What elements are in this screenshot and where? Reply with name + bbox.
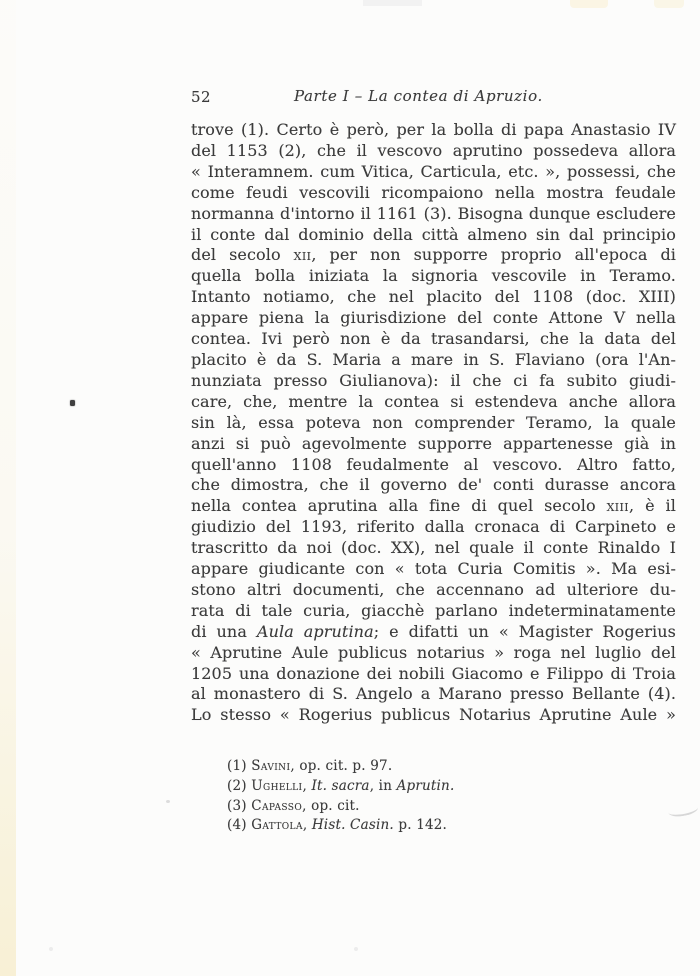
text-line bbox=[191, 538, 676, 559]
text-segment: nunziata presso Giulianova): il che ci fa subito giudi- bbox=[191, 370, 676, 390]
text-segment: nella contea aprutina alla fine di quel secolo bbox=[191, 496, 607, 516]
text-line bbox=[191, 162, 676, 183]
text-segment: (4) bbox=[227, 817, 252, 834]
text-segment: Aprutin. bbox=[396, 777, 455, 794]
text-segment: quell'anno 1108 feudalmente al vescovo. Altro fatto, bbox=[191, 454, 676, 474]
scan-artifact-top-bar bbox=[363, 0, 422, 6]
text-line bbox=[191, 705, 676, 726]
text-segment: normanna d'intorno il 1161 (3). Bisogna dunque escludere bbox=[191, 203, 676, 223]
text-segment: , op. cit. bbox=[302, 797, 360, 814]
text-line bbox=[191, 287, 676, 308]
text-segment: p. 142. bbox=[393, 817, 448, 834]
text-segment: trascritto da noi (doc. XX), nel quale il conte Rinaldo I bbox=[191, 538, 676, 558]
text-line bbox=[191, 204, 676, 225]
paper-speck bbox=[49, 947, 53, 951]
text-line bbox=[191, 120, 676, 141]
text-segment: del secolo bbox=[191, 245, 294, 265]
paper-stain-icon bbox=[654, 0, 684, 8]
text-segment: anzi si può agevolmente supporre appartenesse già in bbox=[191, 433, 676, 453]
text-segment: Hist. Casin. bbox=[311, 817, 394, 834]
text-line bbox=[191, 496, 676, 517]
text-segment: , per non supporre proprio all'epoca di bbox=[311, 245, 677, 265]
text-segment: Capasso bbox=[251, 797, 303, 814]
text-line bbox=[191, 664, 676, 685]
text-segment: stono altri documenti, che accennano ad ulteriore du- bbox=[191, 579, 676, 599]
text-segment: il conte dal dominio della città almeno sin dal principio bbox=[191, 224, 676, 244]
text-segment: (2) bbox=[227, 777, 252, 794]
text-line bbox=[191, 622, 676, 643]
running-title: Parte I – La contea di Apruzio. bbox=[294, 87, 543, 105]
text-segment: ; e difatti un « Magister Rogerius bbox=[373, 621, 676, 641]
text-segment: xii bbox=[293, 245, 312, 265]
text-segment: It. sacra bbox=[311, 777, 370, 794]
text-segment: 1205 una donazione dei nobili Giacomo e Filippo di Troia bbox=[191, 663, 676, 683]
text-line bbox=[191, 455, 676, 476]
text-line bbox=[191, 643, 676, 664]
text-line bbox=[191, 308, 676, 329]
text-line bbox=[191, 684, 676, 705]
text-line bbox=[191, 245, 676, 266]
text-segment: appare giudicante con « tota Curia Comitis ». Ma esi- bbox=[191, 559, 676, 579]
text-line bbox=[191, 266, 676, 287]
paper-speck bbox=[166, 800, 170, 803]
text-segment: Savini bbox=[251, 758, 291, 774]
text-segment: placito è da S. Maria a mare in S. Flaviano (ora l'An- bbox=[191, 349, 676, 369]
paper-stain-icon bbox=[570, 0, 608, 8]
footnote-line bbox=[227, 757, 454, 777]
text-line bbox=[191, 350, 676, 371]
text-segment: (1) bbox=[227, 758, 252, 774]
footnotes bbox=[227, 757, 454, 836]
text-segment: di una bbox=[191, 621, 257, 641]
text-segment: , bbox=[302, 817, 312, 834]
text-segment: Lo stesso « Rogerius publicus Notarius Aprutine Aule » bbox=[191, 705, 676, 725]
text-segment: appare piena la giurisdizione del conte Attone V nella bbox=[191, 308, 676, 328]
text-segment: giudizio del 1193, riferito dalla cronaca di Carpineto e bbox=[191, 517, 676, 537]
text-line bbox=[191, 475, 676, 496]
text-segment: xiii bbox=[606, 496, 630, 516]
footnote-line bbox=[227, 816, 454, 836]
text-segment: , op. cit. p. 97. bbox=[290, 758, 393, 774]
text-segment: , in bbox=[369, 777, 397, 794]
text-line bbox=[191, 559, 676, 580]
footnote-line bbox=[227, 797, 454, 817]
text-segment: sin là, essa poteva non comprender Teramo, la quale bbox=[191, 412, 676, 432]
text-segment: (3) bbox=[227, 797, 252, 814]
text-line bbox=[191, 141, 676, 162]
text-segment: Intanto notiamo, che nel placito del 1108 (doc. XIII) bbox=[191, 287, 676, 307]
text-line bbox=[191, 371, 676, 392]
text-line bbox=[191, 183, 676, 204]
text-segment: come feudi vescovili ricompaiono nella mostra feudale bbox=[191, 182, 676, 202]
text-line bbox=[191, 225, 676, 246]
text-line bbox=[191, 580, 676, 601]
text-segment: , è il bbox=[629, 496, 676, 516]
text-line bbox=[191, 413, 676, 434]
text-segment: care, che, mentre la contea si estendeva anche allora bbox=[191, 391, 676, 411]
text-line bbox=[191, 392, 676, 413]
text-line bbox=[191, 329, 676, 350]
text-segment: trove (1). Certo è però, per la bolla di papa Anastasio IV bbox=[191, 120, 676, 139]
text-segment: che dimostra, che il governo de' conti durasse ancora bbox=[191, 475, 676, 495]
text-line bbox=[191, 517, 676, 538]
text-segment: « Aprutine Aule publicus notarius » roga nel luglio del bbox=[191, 642, 676, 662]
paper-speck bbox=[354, 947, 358, 951]
text-segment: Aula aprutina bbox=[256, 621, 374, 641]
page-edge-tint bbox=[0, 0, 16, 976]
text-line bbox=[191, 434, 676, 455]
text-segment: contea. Ivi però non è da trasandarsi, che la data del bbox=[191, 329, 676, 349]
text-segment: quella bolla iniziata la signoria vescovile in Teramo. bbox=[191, 266, 676, 286]
body-text bbox=[191, 120, 676, 726]
text-segment: Gattola bbox=[251, 817, 303, 834]
page-number: 52 bbox=[191, 88, 212, 106]
text-segment: Ughelli bbox=[251, 777, 303, 794]
text-segment: « Interamnem. cum Vitica, Carticula, etc. », possessi, che bbox=[191, 161, 676, 181]
text-segment: rata di tale curia, giacchè parlano indeterminatamente bbox=[191, 600, 676, 620]
footnote-line bbox=[227, 777, 454, 797]
text-segment: al monastero di S. Angelo a Marano presso Bellante (4). bbox=[191, 684, 676, 704]
text-line bbox=[191, 601, 676, 622]
text-segment: , bbox=[302, 777, 312, 794]
text-segment: del 1153 (2), che il vescovo aprutino possedeva allora bbox=[191, 140, 676, 160]
scan-hairline-artifact bbox=[667, 801, 699, 819]
ink-dot-artifact bbox=[70, 400, 75, 406]
